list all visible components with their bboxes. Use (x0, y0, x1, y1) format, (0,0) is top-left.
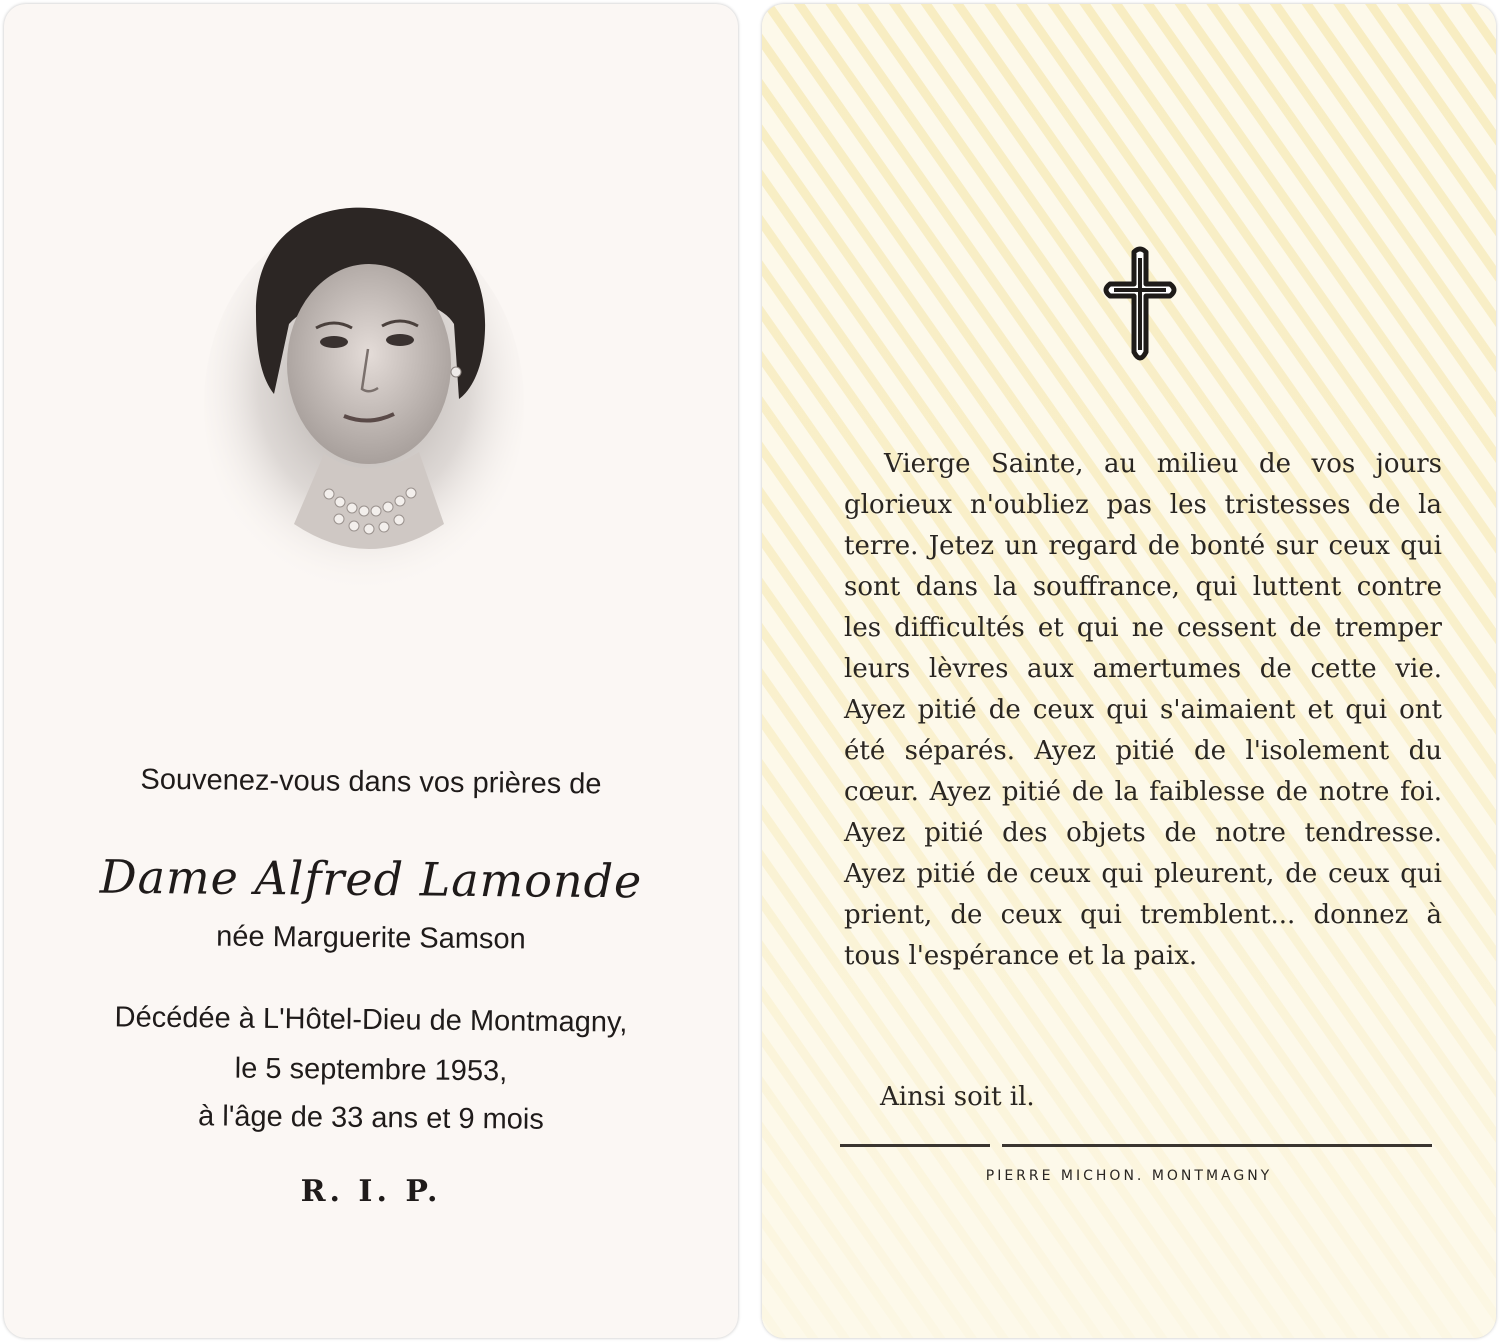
deceased-name: Dame Alfred Lamonde (99, 849, 643, 909)
cross-icon (1100, 246, 1180, 366)
memorial-card-front (4, 4, 738, 1338)
death-date: le 5 septembre 1953, (234, 1052, 508, 1088)
divider-rule-right (1002, 1144, 1432, 1147)
death-place: Décédée à L'Hôtel-Dieu de Montmagny, (114, 1001, 628, 1039)
memorial-card-back (762, 4, 1496, 1338)
maiden-name: née Marguerite Samson (216, 920, 526, 956)
remember-line: Souvenez-vous dans vos prières de (140, 763, 602, 801)
rip-inscription: R. I. P. (300, 1174, 442, 1209)
divider-rule-left (840, 1144, 990, 1147)
amen-line: Ainsi soit il. (880, 1082, 1035, 1112)
death-age: à l'âge de 33 ans et 9 mois (197, 1100, 545, 1136)
printer-credit: PIERRE MICHON. MONTMAGNY (985, 1168, 1273, 1184)
prayer-text: Vierge Sainte, au milieu de vos jours glorieux n'oubliez pas les tristesses de la terre. Jetez un regard de bonté sur ceux qui sont dans la souffrance, qui luttent contre les difficultés et qui ne cessent de tremper leurs lèvres aux amertumes de cette vie. Ayez pitié de ceux qui s'aimaient et qui ont été séparés. Ayez pitié de l'isolement du cœur. Ayez pitié de la faiblesse de notre foi. Ayez pitié des objets de notre tendresse. Ayez pitié de ceux qui pleurent, de ceux qui prient, de ceux qui tremblent... donnez à tous l'espérance et la paix. (844, 449, 1442, 971)
portrait-photo-icon (204, 194, 524, 594)
